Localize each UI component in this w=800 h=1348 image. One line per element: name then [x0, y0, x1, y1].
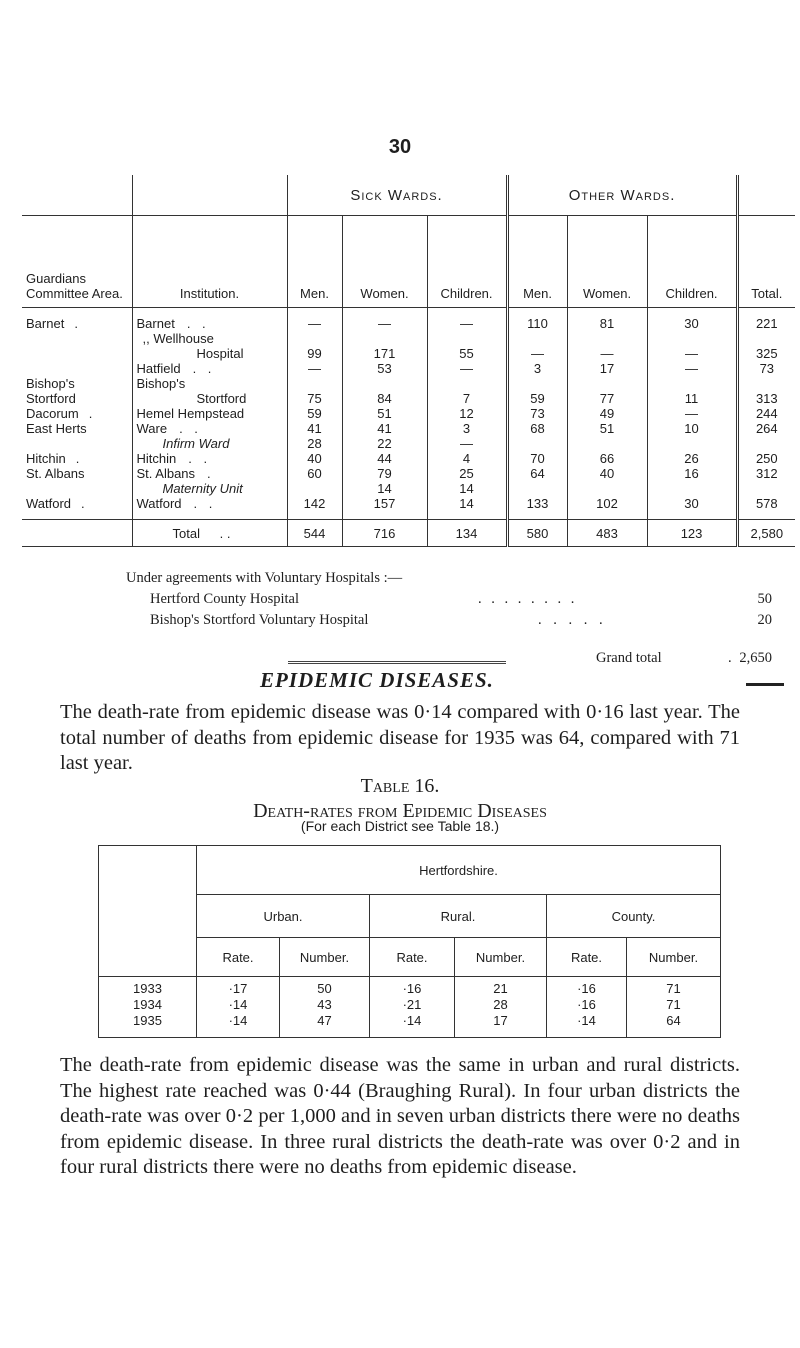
area-cell: [22, 436, 132, 451]
rates-subheader: Rate.: [370, 938, 455, 977]
cell-total: 264: [737, 421, 795, 436]
table-row: [22, 346, 795, 361]
cell-sick-men: 142: [287, 496, 342, 520]
rates-table: [98, 845, 721, 1038]
cell-sick-women: 171: [342, 346, 427, 361]
col-sick-women: Women.: [342, 216, 427, 308]
cell-sick-children: 4: [427, 451, 507, 466]
rate-cell: 50: [280, 977, 370, 998]
grand-total-rule: [746, 683, 784, 689]
cell-sick-women: 79: [342, 466, 427, 481]
cell-sick-men: 41: [287, 421, 342, 436]
cell-sick-women: 41: [342, 421, 427, 436]
cell-total: [737, 481, 795, 496]
table-row: [22, 466, 795, 481]
area-cell: Watford .: [26, 496, 85, 511]
rate-cell: ·21: [370, 997, 455, 1013]
cell-other-women: 66: [567, 451, 647, 466]
cell-sick-women: [342, 331, 427, 346]
rate-cell: 21: [455, 977, 547, 998]
agreement-item: Hertford County Hospital . . . . . . . . 50: [150, 591, 772, 607]
area-cell: Barnet .: [26, 316, 78, 331]
institution-cell: Ware . .: [132, 421, 287, 436]
rates-subheader: Number.: [455, 938, 547, 977]
cell-sick-men: 60: [287, 466, 342, 481]
cell-other-children: 11: [647, 391, 737, 406]
cell-sick-children: 12: [427, 406, 507, 421]
cell-other-men: 73: [507, 406, 567, 421]
col-other-women: Women.: [567, 216, 647, 308]
institution-cell: Bishop's: [132, 376, 287, 391]
rate-cell: 71: [627, 977, 721, 998]
cell-other-children: —: [647, 361, 737, 376]
col-institution: Institution.: [132, 216, 287, 308]
cell-sick-men: [287, 376, 342, 391]
cell-sick-men: 40: [287, 451, 342, 466]
cell-sick-children: —: [427, 361, 507, 376]
rates-row: [99, 977, 721, 998]
cell-other-men: 133: [507, 496, 567, 520]
cell-other-children: [647, 436, 737, 451]
cell-sick-children: [427, 331, 507, 346]
cell-other-women: 40: [567, 466, 647, 481]
cell-sick-women: —: [342, 308, 427, 332]
rate-cell: 71: [627, 997, 721, 1013]
cell-total: 313: [737, 391, 795, 406]
rates-row: [99, 1013, 721, 1038]
cell-total: 73: [737, 361, 795, 376]
cell-other-men: [507, 436, 567, 451]
cell-sick-women: 53: [342, 361, 427, 376]
sick-wards-header: Sick Wards.: [287, 175, 507, 216]
institution-cell: Barnet . .: [132, 308, 287, 332]
cell-sick-children: —: [427, 308, 507, 332]
section-heading: EPIDEMIC DISEASES.: [260, 668, 494, 692]
cell-total: 325: [737, 346, 795, 361]
table-row: [22, 421, 795, 436]
cell-other-women: [567, 436, 647, 451]
institution-cell: St. Albans .: [132, 466, 287, 481]
rates-group-county: County.: [547, 895, 721, 938]
table-row: [22, 331, 795, 346]
cell-other-men: 110: [507, 308, 567, 332]
cell-other-women: 77: [567, 391, 647, 406]
cell-sick-children: [427, 376, 507, 391]
cell-other-women: 102: [567, 496, 647, 520]
rates-group-urban: Urban.: [197, 895, 370, 938]
table-row: [22, 451, 795, 466]
table-title: Table 16.: [360, 775, 440, 797]
table-row: [22, 481, 795, 496]
cell-other-men: 70: [507, 451, 567, 466]
cell-sick-women: 84: [342, 391, 427, 406]
paragraph-2: The death-rate from epidemic disease was the same in urban and rural districts. The highest rate reached was 0·44 (Braughing Rural). In four urban districts the death-rate was over 0·2 per 1,000 and in seven urban districts there were no deaths from epidemic disease. In three rural districts the death-rate was over 0·2 and in four rural districts there were no deaths from epidemic disease.: [60, 1054, 740, 1178]
rate-cell: ·14: [197, 1013, 280, 1038]
cell-other-children: —: [647, 406, 737, 421]
area-cell: Hitchin .: [26, 451, 80, 466]
area-cell: [22, 346, 132, 361]
cell-other-women: 49: [567, 406, 647, 421]
rate-cell: 43: [280, 997, 370, 1013]
cell-sick-men: 28: [287, 436, 342, 451]
cell-other-children: 30: [647, 496, 737, 520]
year-cell: 1935: [99, 1013, 197, 1038]
area-cell: [22, 481, 132, 496]
agreements-intro: Under agreements with Voluntary Hospitals :—: [126, 570, 403, 586]
institution-cell: Hemel Hempstead: [132, 406, 287, 421]
cell-sick-men: 75: [287, 391, 342, 406]
table-row: [22, 496, 795, 520]
cell-other-men: [507, 331, 567, 346]
table-row: [22, 376, 795, 391]
cell-sick-children: 25: [427, 466, 507, 481]
rate-cell: ·17: [197, 977, 280, 998]
table-row: [22, 391, 795, 406]
page-number: 30: [388, 136, 412, 158]
institution-cell: Watford . .: [132, 496, 287, 520]
cell-other-women: [567, 481, 647, 496]
table-row: [22, 361, 795, 376]
cell-total: 578: [737, 496, 795, 520]
area-cell: Dacorum .: [26, 406, 93, 421]
col-sick-children: Children.: [427, 216, 507, 308]
paragraph-1: The death-rate from epidemic disease was 0·14 compared with 0·16 last year. The total number of deaths from epidemic disease for 1935 was 64, compared with 71 last year.: [60, 701, 740, 774]
cell-sick-women: 14: [342, 481, 427, 496]
institution-cell: ,, Wellhouse: [132, 331, 287, 346]
rate-cell: ·14: [370, 1013, 455, 1038]
cell-other-men: 64: [507, 466, 567, 481]
table-note: (For each District see Table 18.): [300, 818, 500, 834]
area-cell: [22, 331, 132, 346]
area-cell: Stortford: [26, 391, 76, 406]
rate-cell: 47: [280, 1013, 370, 1038]
area-cell: St. Albans: [26, 466, 85, 481]
cell-total: 244: [737, 406, 795, 421]
section-divider: [288, 661, 506, 664]
cell-other-women: 81: [567, 308, 647, 332]
cell-other-children: [647, 331, 737, 346]
cell-total: 221: [737, 308, 795, 332]
cell-sick-women: 22: [342, 436, 427, 451]
cell-other-women: 51: [567, 421, 647, 436]
table-subtitle: Death-rates from Epidemic Diseases: [253, 800, 547, 822]
table-row: [22, 308, 795, 332]
cell-sick-men: —: [287, 308, 342, 332]
col-total: Total.: [737, 216, 795, 308]
wards-table: [22, 175, 795, 547]
rates-group-rural: Rural.: [370, 895, 547, 938]
cell-sick-children: 7: [427, 391, 507, 406]
cell-sick-women: [342, 376, 427, 391]
cell-sick-women: 51: [342, 406, 427, 421]
cell-total: 312: [737, 466, 795, 481]
cell-other-children: 10: [647, 421, 737, 436]
rates-subheader: Number.: [627, 938, 721, 977]
rate-cell: ·16: [547, 977, 627, 998]
col-sick-men: Men.: [287, 216, 342, 308]
cell-other-women: 17: [567, 361, 647, 376]
cell-sick-men: [287, 481, 342, 496]
cell-other-men: 3: [507, 361, 567, 376]
cell-other-children: —: [647, 346, 737, 361]
area-cell: East Herts: [26, 421, 87, 436]
cell-other-men: 68: [507, 421, 567, 436]
institution-cell: Hitchin . .: [132, 451, 287, 466]
area-cell: Bishop's: [26, 376, 75, 391]
cell-other-children: 26: [647, 451, 737, 466]
cell-total: [737, 376, 795, 391]
cell-other-children: [647, 481, 737, 496]
rates-subheader: Rate.: [547, 938, 627, 977]
cell-other-children: 16: [647, 466, 737, 481]
rate-cell: 64: [627, 1013, 721, 1038]
year-cell: 1934: [133, 997, 162, 1012]
cell-other-children: [647, 376, 737, 391]
cell-sick-women: 157: [342, 496, 427, 520]
cell-other-men: —: [507, 346, 567, 361]
cell-sick-women: 44: [342, 451, 427, 466]
rates-subheader: Number.: [280, 938, 370, 977]
total-row: Total . . 544 716 134 580 483 123 2,580: [22, 520, 795, 547]
cell-other-men: [507, 376, 567, 391]
cell-sick-children: —: [427, 436, 507, 451]
cell-sick-children: 14: [427, 481, 507, 496]
rates-subheader: Rate.: [197, 938, 280, 977]
year-cell: 1933: [133, 981, 162, 996]
rate-cell: ·14: [547, 1013, 627, 1038]
grand-total: Grand total . 2,650: [596, 650, 772, 666]
col-area: Guardians Committee Area.: [22, 216, 132, 308]
rates-row: [99, 997, 721, 1013]
rate-cell: 28: [455, 997, 547, 1013]
cell-sick-children: 3: [427, 421, 507, 436]
cell-sick-men: 59: [287, 406, 342, 421]
other-wards-header: Other Wards.: [507, 175, 737, 216]
institution-cell: Hospital: [132, 346, 287, 361]
cell-other-women: [567, 331, 647, 346]
institution-cell: Infirm Ward: [132, 436, 287, 451]
cell-total: [737, 436, 795, 451]
rate-cell: ·14: [197, 997, 280, 1013]
table-row: [22, 436, 795, 451]
institution-cell: Hatfield . .: [132, 361, 287, 376]
cell-sick-men: 99: [287, 346, 342, 361]
cell-sick-children: 55: [427, 346, 507, 361]
table-row: [22, 406, 795, 421]
rate-cell: ·16: [547, 997, 627, 1013]
col-other-children: Children.: [647, 216, 737, 308]
cell-other-men: [507, 481, 567, 496]
cell-other-men: 59: [507, 391, 567, 406]
cell-sick-men: [287, 331, 342, 346]
col-other-men: Men.: [507, 216, 567, 308]
institution-cell: Stortford: [132, 391, 287, 406]
cell-other-women: [567, 376, 647, 391]
cell-other-children: 30: [647, 308, 737, 332]
cell-sick-men: —: [287, 361, 342, 376]
institution-cell: Maternity Unit: [132, 481, 287, 496]
agreement-item: Bishop's Stortford Voluntary Hospital . . . . . 20: [150, 612, 772, 628]
cell-sick-children: 14: [427, 496, 507, 520]
rates-region-header: Hertfordshire.: [197, 846, 721, 895]
rate-cell: ·16: [370, 977, 455, 998]
cell-other-women: —: [567, 346, 647, 361]
cell-total: [737, 331, 795, 346]
rate-cell: 17: [455, 1013, 547, 1038]
area-cell: [22, 361, 132, 376]
cell-total: 250: [737, 451, 795, 466]
